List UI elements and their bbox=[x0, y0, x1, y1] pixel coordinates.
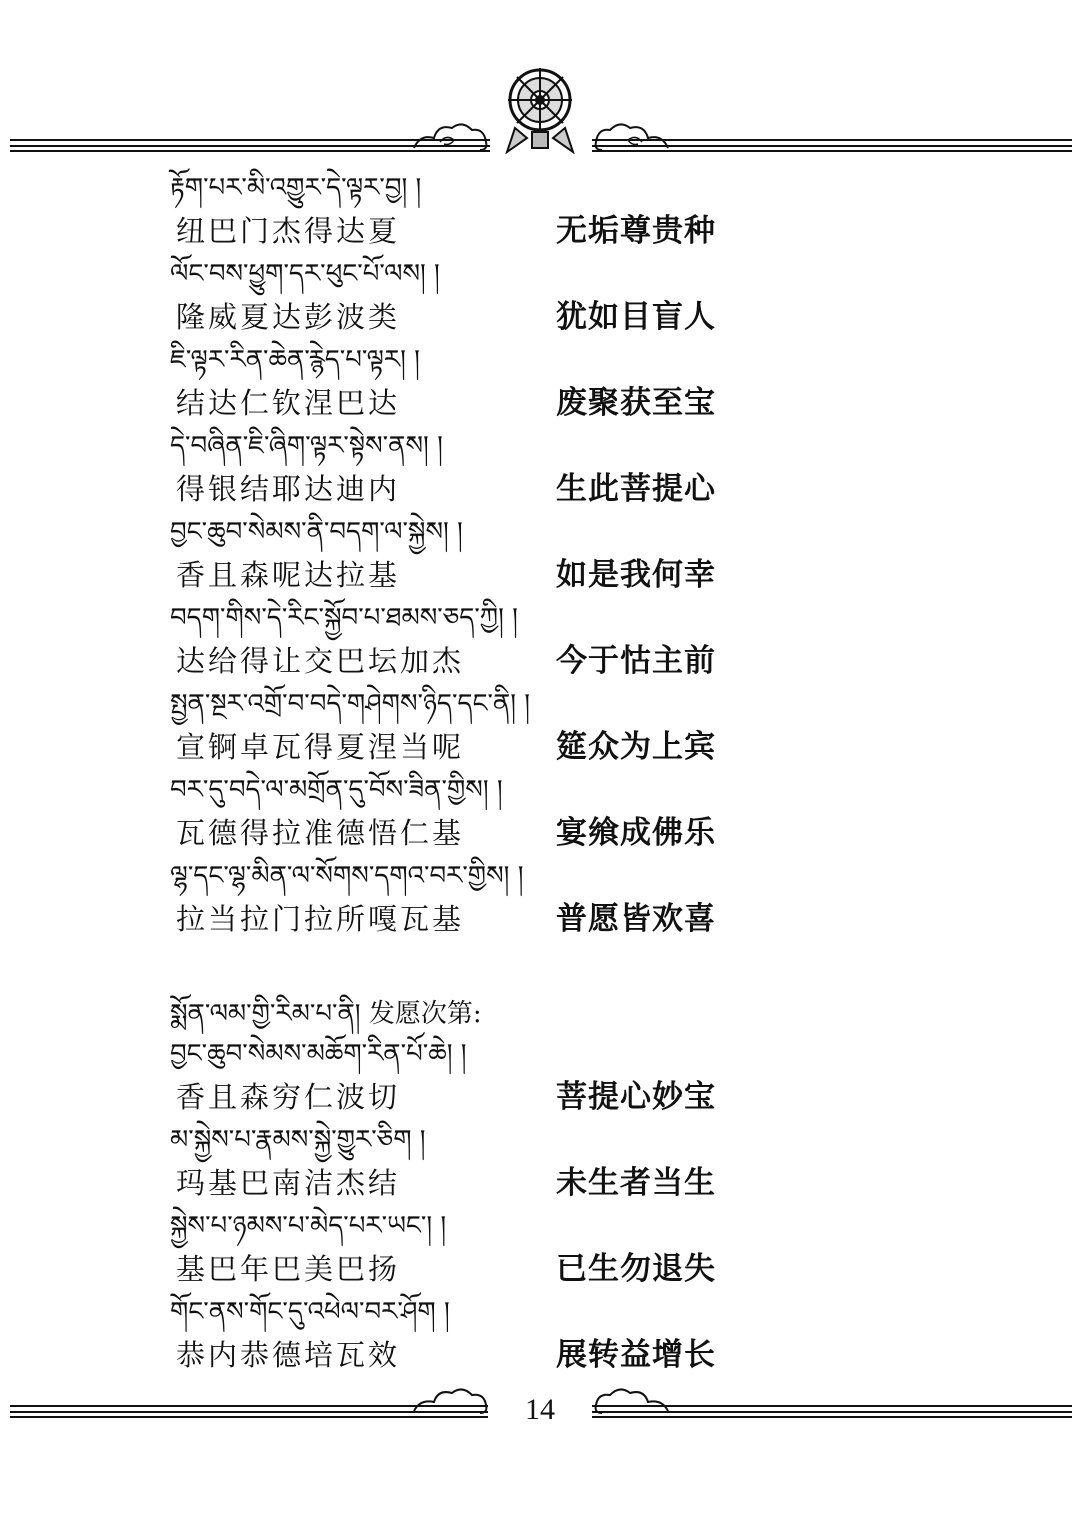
phonetic-line: 基巴年巴美巴扬 bbox=[176, 1252, 401, 1286]
translation-line: 无垢尊贵种 bbox=[556, 213, 716, 249]
verse-group-1 bbox=[170, 168, 730, 942]
translation-line: 菩提心妙宝 bbox=[556, 1079, 716, 1115]
section-title-chinese: 发愿次第: bbox=[368, 999, 482, 1029]
tibetan-line: ལོང་བས་ཕྱུག་དར་ཕུང་པོ་ལས། ། bbox=[170, 259, 440, 289]
verse bbox=[170, 168, 730, 254]
header-ornament bbox=[0, 60, 1080, 160]
verse bbox=[170, 598, 730, 684]
translation-line: 生此菩提心 bbox=[556, 471, 716, 507]
verse bbox=[170, 1292, 730, 1378]
verse bbox=[170, 340, 730, 426]
footer-rule-left-3 bbox=[10, 1416, 488, 1418]
tibetan-line: བདག་གིས་དེ་རིང་སྐྱོབ་པ་ཐམས་ཅད་ཀྱི། ། bbox=[170, 603, 518, 633]
footer-rule-right-3 bbox=[592, 1416, 1072, 1418]
phonetic-line: 香且森呢达拉基 bbox=[176, 558, 401, 592]
tibetan-line: བྱང་ཆུབ་སེམས་མཆོག་རིན་པོ་ཆེ། ། bbox=[170, 1039, 467, 1069]
verse bbox=[170, 512, 730, 598]
tibetan-line: སྤྱན་སྔར་འགྲོ་བ་བདེ་གཤེགས་ཉིད་དང་ནི། ། bbox=[170, 689, 531, 719]
translation-line: 废聚获至宝 bbox=[556, 385, 716, 421]
verse bbox=[170, 1206, 730, 1292]
phonetic-line: 宣锕卓瓦得夏涅当呢 bbox=[176, 730, 465, 764]
cloud-ornament-icon bbox=[592, 118, 672, 154]
phonetic-line: 香且森穷仁波切 bbox=[176, 1080, 401, 1114]
verse-group-2 bbox=[170, 1034, 730, 1378]
verse bbox=[170, 426, 730, 512]
translation-line: 普愿皆欢喜 bbox=[556, 901, 716, 937]
phonetic-line: 纽巴门杰得达夏 bbox=[176, 214, 401, 248]
tibetan-line: བར་དུ་བདེ་ལ་མགྲོན་དུ་བོས་ཟིན་གྱིས། ། bbox=[170, 775, 503, 805]
translation-line: 未生者当生 bbox=[556, 1165, 716, 1201]
tibetan-line: མ་སྐྱེས་པ་རྣམས་སྐྱེ་གྱུར་ཅིག ། bbox=[170, 1125, 426, 1155]
translation-line: 犹如目盲人 bbox=[556, 299, 716, 335]
verse bbox=[170, 254, 730, 340]
phonetic-line: 玛基巴南洁杰结 bbox=[176, 1166, 401, 1200]
translation-line: 展转益增长 bbox=[556, 1337, 716, 1373]
verse bbox=[170, 770, 730, 856]
footer-ornament bbox=[0, 1385, 1080, 1445]
phonetic-line: 隆威夏达彭波类 bbox=[176, 300, 401, 334]
verse-block bbox=[170, 168, 730, 1378]
tibetan-line: དེ་བཞིན་ཇི་ཞིག་ལྟར་སྟེས་ནས། ། bbox=[170, 431, 443, 461]
phonetic-line: 恭内恭德培瓦效 bbox=[176, 1338, 401, 1372]
cloud-ornament-icon bbox=[592, 1385, 672, 1415]
verse bbox=[170, 684, 730, 770]
verse bbox=[170, 856, 730, 942]
verse bbox=[170, 1034, 730, 1120]
phonetic-line: 瓦德得拉准德悟仁基 bbox=[176, 816, 465, 850]
phonetic-line: 得银结耶达迪内 bbox=[176, 472, 401, 506]
cloud-ornament-icon bbox=[410, 1385, 490, 1415]
tibetan-line: གོང་ནས་གོང་དུ་འཕེལ་བར་ཤོག ། bbox=[170, 1297, 450, 1327]
translation-line: 如是我何幸 bbox=[556, 557, 716, 593]
tibetan-line: ཇི་ལྟར་རིན་ཆེན་རྙེད་པ་ལྟར། ། bbox=[170, 345, 420, 375]
translation-line: 今于怙主前 bbox=[556, 643, 716, 679]
section-title bbox=[170, 994, 730, 1034]
tibetan-line: ལྷ་དང་ལྷ་མིན་ལ་སོགས་དགའ་བར་གྱིས། ། bbox=[170, 861, 524, 891]
phonetic-line: 结达仁钦涅巴达 bbox=[176, 386, 401, 420]
verse bbox=[170, 1120, 730, 1206]
section-title-tibetan: སྨོན་ལམ་གྱི་རིམ་པ་ནི། bbox=[170, 999, 361, 1029]
translation-line: 宴飨成佛乐 bbox=[556, 815, 716, 851]
tibetan-line: བྱང་ཆུབ་སེམས་ནི་བདག་ལ་སྐྱེས། ། bbox=[170, 517, 463, 547]
phonetic-line: 拉当拉门拉所嘎瓦基 bbox=[176, 902, 465, 936]
translation-line: 已生勿退失 bbox=[556, 1251, 716, 1287]
translation-line: 筵众为上宾 bbox=[556, 729, 716, 765]
tibetan-line: སྐྱེས་པ་ཉམས་པ་མེད་པར་ཡང་། ། bbox=[170, 1211, 447, 1241]
tibetan-line: རྟོག་པར་མི་འགྱུར་དེ་ལྟར་བྱ། ། bbox=[170, 173, 422, 203]
page-number: 14 bbox=[525, 1393, 555, 1426]
cloud-ornament-icon bbox=[410, 118, 490, 154]
dharma-wheel-icon bbox=[497, 62, 583, 154]
phonetic-line: 达给得让交巴坛加杰 bbox=[176, 644, 465, 678]
